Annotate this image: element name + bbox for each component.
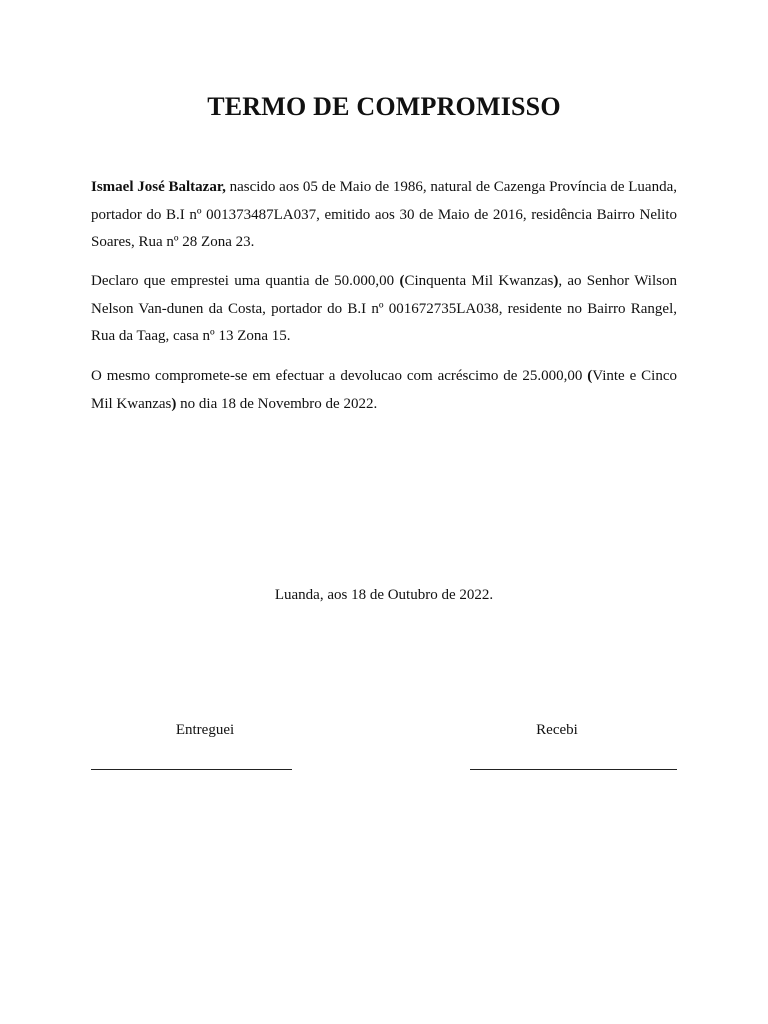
signature-line-delivered bbox=[91, 769, 292, 770]
signature-line-received bbox=[470, 769, 677, 770]
paragraph-repayment bbox=[91, 363, 677, 418]
loan-text-end: , ao Senhor Wilson Nelson Van-dunen da Costa, portador do B.I nº 001672735LA038, residente no Bairro Rangel, Rua da Taag, casa nº 13 Zona 15. bbox=[91, 273, 677, 344]
loan-text-start: Declaro que emprestei uma quantia de 50.000,00 bbox=[91, 273, 400, 289]
loan-paren-close: ) bbox=[553, 273, 559, 289]
paragraph-identification bbox=[91, 174, 677, 257]
paragraph-loan-declaration bbox=[91, 268, 677, 351]
repayment-paren-close: ) bbox=[171, 395, 177, 412]
identification-text: nascido aos 05 de Maio de 1986, natural de Cazenga Província de Luanda, portador do B.I nº 001373487LA037, emitido aos 30 de Maio de 2016, residência Bairro Nelito Soares, Rua nº 28 Zona 23. bbox=[91, 179, 677, 250]
signature-label-received: Recebi bbox=[536, 722, 578, 738]
signature-label-delivered: Entreguei bbox=[175, 722, 235, 738]
repayment-paren-open: ( bbox=[587, 368, 593, 384]
lender-name: Ismael José Baltazar, bbox=[91, 179, 226, 195]
repayment-text-start: O mesmo compromete-se em efectuar a devolucao com acréscimo de 25.000,00 bbox=[91, 368, 588, 384]
loan-paren-open: ( bbox=[399, 273, 405, 289]
loan-amount-words: Cinquenta Mil Kwanzas bbox=[404, 273, 554, 289]
repayment-text-end: no dia 18 de Novembro de 2022. bbox=[176, 395, 378, 412]
place-and-date: Luanda, aos 18 de Outubro de 2022. bbox=[274, 587, 494, 603]
repayment-amount-words: Vinte e Cinco Mil Kwanzas bbox=[91, 368, 677, 412]
document-title: TERMO DE COMPROMISSO bbox=[207, 92, 561, 121]
